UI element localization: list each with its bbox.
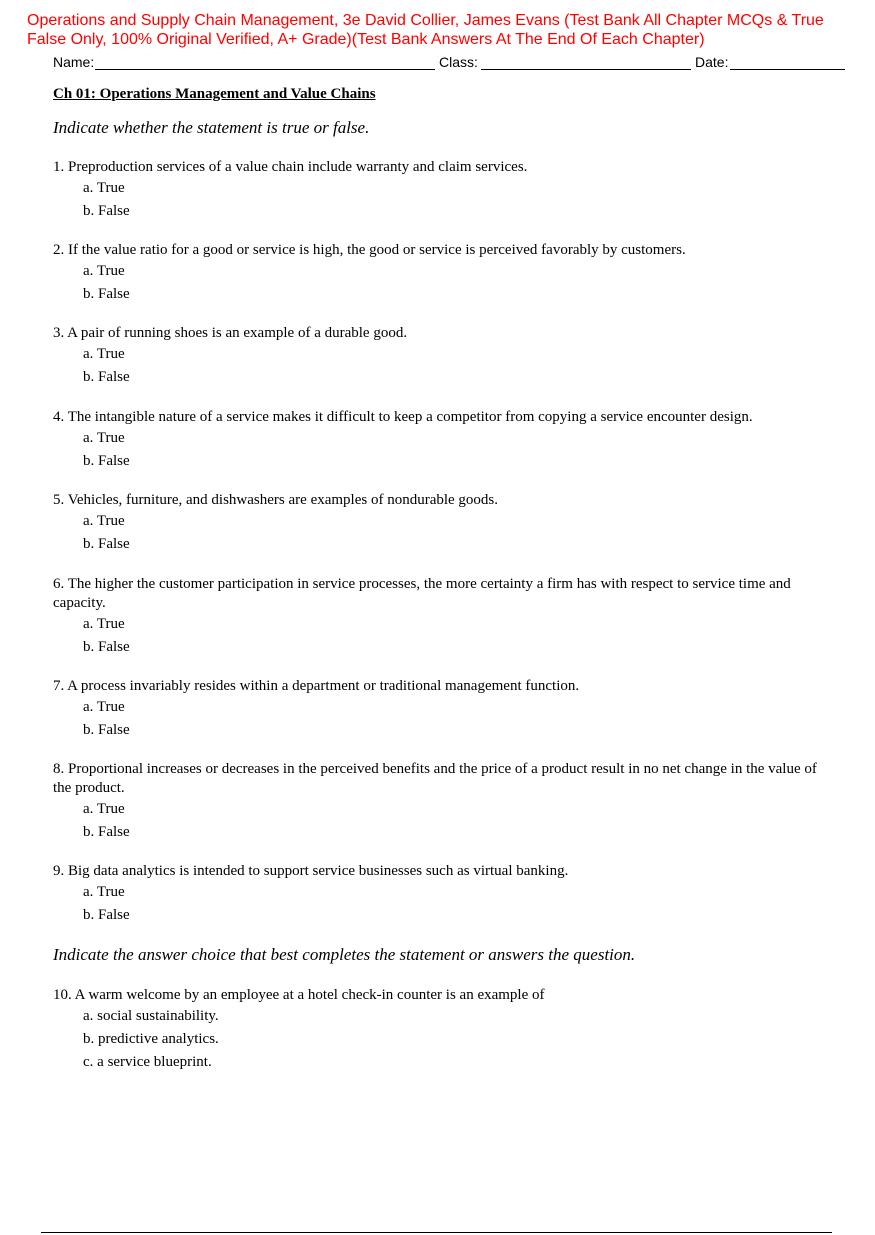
question-8 [53, 760, 828, 844]
question-text: 10. A warm welcome by an employee at a hotel check-in counter is an example of [53, 987, 545, 1003]
question-7 [53, 677, 828, 742]
option-false: b. False [83, 824, 130, 840]
question-text: 8. Proportional increases or decreases in the perceived benefits and the price of a product result in no net change in the value of the product. [53, 761, 817, 796]
option-false: b. False [83, 722, 130, 738]
name-label: Name: [53, 54, 95, 70]
question-text: 1. Preproduction services of a value chain include warranty and claim services. [53, 159, 528, 175]
question-4 [53, 408, 828, 473]
option-false: b. False [83, 453, 130, 469]
class-label: Class: [439, 54, 478, 70]
multiple-choice-instruction: Indicate the answer choice that best completes the statement or answers the question. [53, 945, 636, 964]
option-true: a. True [83, 346, 125, 362]
question-10 [53, 986, 828, 1074]
option-a: a. social sustainability. [83, 1008, 219, 1024]
option-false: b. False [83, 286, 130, 302]
question-2 [53, 241, 828, 306]
option-false: b. False [83, 369, 130, 385]
question-text: 9. Big data analytics is intended to support service businesses such as virtual banking. [53, 863, 569, 879]
true-false-instruction: Indicate whether the statement is true or false. [53, 118, 370, 137]
name-blank[interactable] [95, 69, 435, 70]
question-text: 6. The higher the customer participation in service processes, the more certainty a firm has with respect to service time and capacity. [53, 576, 791, 611]
chapter-title: Ch 01: Operations Management and Value Chains [53, 86, 376, 102]
question-text: 5. Vehicles, furniture, and dishwashers are examples of nondurable goods. [53, 492, 499, 508]
option-true: a. True [83, 263, 125, 279]
question-text: 4. The intangible nature of a service makes it difficult to keep a competitor from copying a service encounter design. [53, 409, 753, 425]
option-true: a. True [83, 430, 125, 446]
option-true: a. True [83, 513, 125, 529]
document-banner: Operations and Supply Chain Management, 3e David Collier, James Evans (Test Bank All Chapter MCQs & True False Only, 100% Original Verified, A+ Grade)(Test Bank Answers At The End Of Each Chapter) [27, 12, 824, 48]
option-true: a. True [83, 699, 125, 715]
option-true: a. True [83, 801, 125, 817]
header-fields [53, 53, 848, 73]
class-blank[interactable] [481, 69, 691, 70]
question-6 [53, 575, 828, 659]
option-true: a. True [83, 616, 125, 632]
question-1 [53, 158, 828, 223]
option-false: b. False [83, 536, 130, 552]
question-9 [53, 862, 828, 927]
option-false: b. False [83, 203, 130, 219]
option-false: b. False [83, 639, 130, 655]
date-label: Date: [695, 54, 729, 70]
question-text: 2. If the value ratio for a good or service is high, the good or service is perceived favorably by customers. [53, 242, 686, 258]
question-text: 7. A process invariably resides within a department or traditional management function. [53, 678, 580, 694]
option-true: a. True [83, 180, 125, 196]
question-3 [53, 324, 828, 389]
option-false: b. False [83, 907, 130, 923]
option-c: c. a service blueprint. [83, 1054, 212, 1070]
question-text: 3. A pair of running shoes is an example of a durable good. [53, 325, 408, 341]
option-b: b. predictive analytics. [83, 1031, 219, 1047]
date-blank[interactable] [730, 69, 845, 70]
question-5 [53, 491, 828, 556]
footer-divider [41, 1232, 832, 1233]
option-true: a. True [83, 884, 125, 900]
